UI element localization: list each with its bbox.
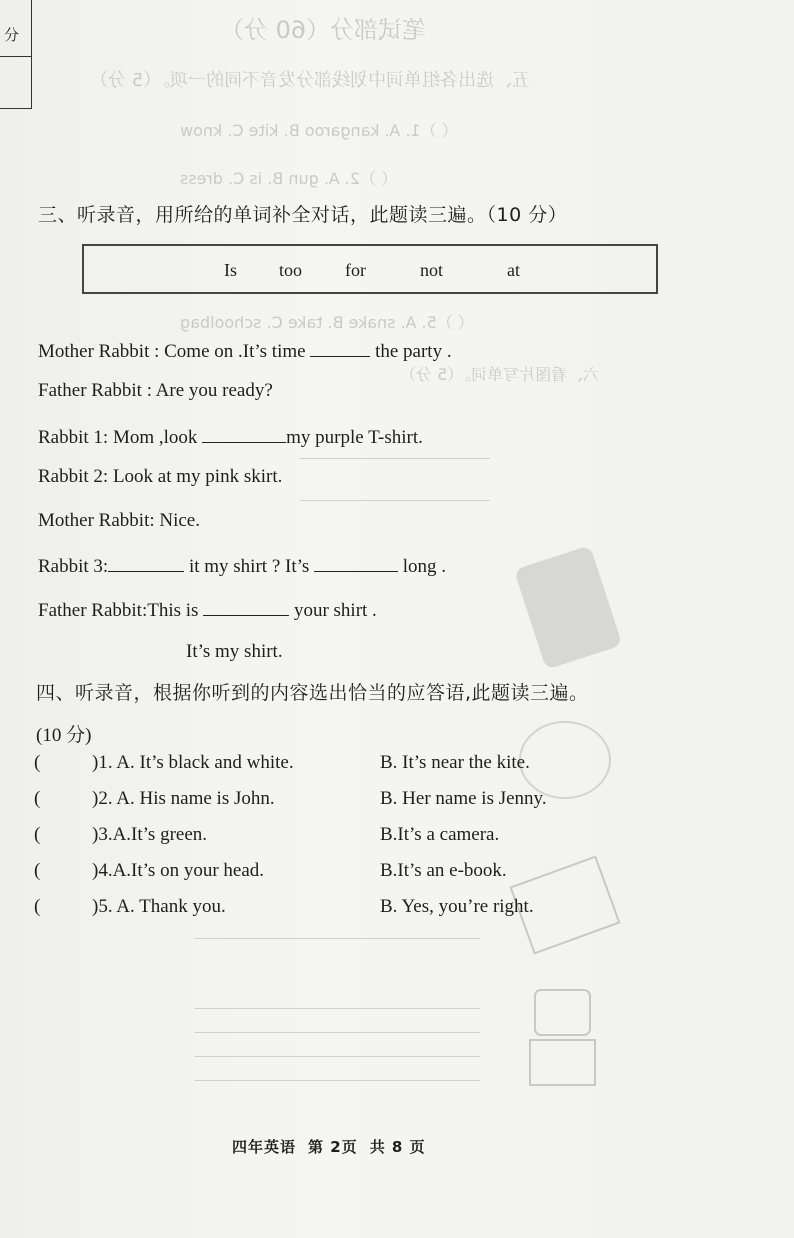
footer-subject: 四年英语 [232,1138,297,1156]
question-option-a: )3.A.It’s green. [92,824,208,845]
question-option-a: )2. A. His name is John. [92,788,275,809]
show-through-text: 六、看图片写单词。（5 分） [400,365,600,384]
dialogue-text: it my shirt ? It’s [184,556,315,577]
answer-blank[interactable] [202,424,286,443]
word-bank-item: Is [224,260,237,280]
dialogue-line [38,338,452,363]
question-option-a: )1. A. It’s black and white. [92,752,294,773]
dialogue-text: Rabbit 1: Mom ,look [38,427,203,448]
question-option-a: )4.A.It’s on your head. [92,860,265,881]
answer-blank[interactable] [314,553,398,572]
word-bank-box [82,244,658,294]
answer-paren[interactable]: ( [34,896,41,917]
dialogue-line: Mother Rabbit: Nice. [38,510,200,531]
shirt-picture [514,545,623,670]
answer-blank[interactable] [108,553,184,572]
question-option-b: B.It’s an e-book. [380,860,507,881]
dialogue-text: the party . [370,341,452,362]
answer-paren[interactable]: ( [34,752,41,773]
score-label: 分 [4,26,20,44]
question-option-b: B. Yes, you’re right. [380,896,534,917]
section-4-title: 四、听录音，根据你听到的内容选出恰当的应答语,此题读三遍。 [36,682,589,704]
robot-body [530,1040,595,1085]
word-bank-item: for [345,260,366,280]
show-through-text: （ ）5. A. snake B. take C. schoolbag [180,313,474,332]
question-option-b: B.It’s a camera. [380,824,500,845]
answer-blank[interactable] [310,338,370,357]
footer-page: 第 2页 [308,1138,358,1156]
show-through-text: （ ）2. A. gun B. is C. dress [180,169,398,188]
word-bank-item: not [420,260,444,280]
word-bank-item: at [507,260,520,280]
shoes-picture [520,722,610,798]
dialogue-text: Mother Rabbit : Come on .It’s time [38,341,311,362]
score-box [0,0,32,109]
answer-blank[interactable] [203,597,289,616]
dialogue-line [38,553,446,578]
show-through-text: 笔试部分（60 分） [220,16,427,44]
dialogue-text: my purple T-shirt. [286,427,423,448]
section-3-title: 三、听录音，用所给的单词补全对话，此题读三遍。（10 分） [38,204,568,226]
question-option-b: B. It’s near the kite. [380,752,530,773]
answer-paren[interactable]: ( [34,824,41,845]
robot-head [535,990,590,1035]
dialogue-line [38,597,377,622]
answer-paren[interactable]: ( [34,788,41,809]
section-4-points: (10 分) [36,725,92,746]
dialogue-line: Rabbit 2: Look at my pink skirt. [38,466,283,487]
dialogue-text: Rabbit 3: [38,556,109,577]
question-option-a: )5. A. Thank you. [92,896,226,917]
page-footer [232,1136,438,1157]
question-option-b: B. Her name is Jenny. [380,788,547,809]
answer-paren[interactable]: ( [34,860,41,881]
footer-total: 共 8 页 [369,1138,426,1156]
dialogue-line: Father Rabbit : Are you ready? [38,380,273,401]
dialogue-line [38,424,423,449]
word-bank-item: too [279,260,303,280]
show-through-text: （ ）1. A. kangaroo B. kite C. know [180,121,458,140]
dialogue-text: Father Rabbit:This is [38,600,204,621]
dialogue-line: It’s my shirt. [186,641,283,662]
show-through-text: 五、选出各组单词中划线部分发音不同的一项。（5 分） [90,70,531,91]
dialogue-text: long . [398,556,447,577]
dialogue-text: your shirt . [289,600,377,621]
